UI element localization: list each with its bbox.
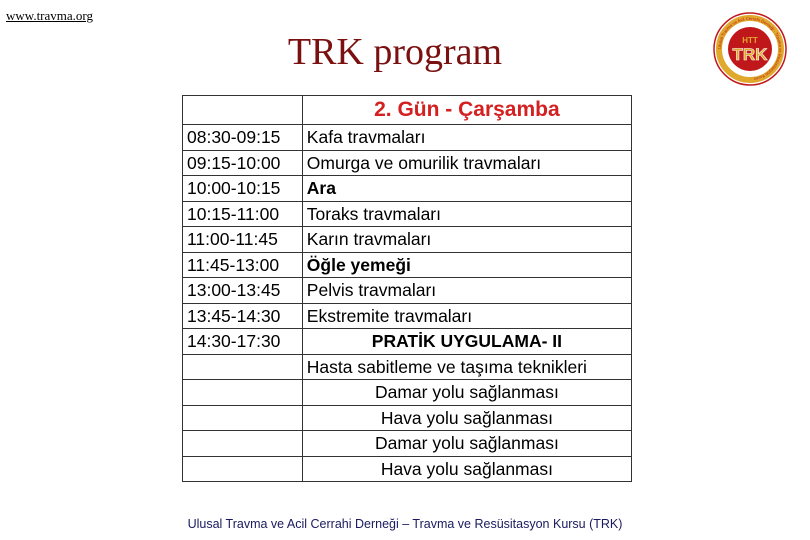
schedule-row [183,431,632,457]
topic-cell: Öğle yemeği [302,252,631,278]
topic-cell: Hava yolu sağlanması [302,405,631,431]
time-cell: 09:15-10:00 [183,150,303,176]
topic-cell: Ara [302,176,631,202]
time-cell: 13:00-13:45 [183,278,303,304]
time-cell [183,456,303,482]
time-cell: 13:45-14:30 [183,303,303,329]
topic-cell: PRATİK UYGULAMA- II [302,329,631,355]
topic-cell: Damar yolu sağlanması [302,431,631,457]
logo-inner-text: HTT [742,36,758,45]
page-title: TRK program [287,31,503,73]
day-header: 2. Gün - Çarşamba [302,96,631,125]
time-cell [183,405,303,431]
schedule-row [183,150,632,176]
time-cell: 10:15-11:00 [183,201,303,227]
logo-big-text: TRK [732,45,768,64]
topic-cell: Hasta sabitleme ve taşıma teknikleri [302,354,631,380]
schedule-row [183,354,632,380]
schedule-row [183,252,632,278]
time-cell [183,380,303,406]
schedule-row [183,329,632,355]
topic-cell: Hava yolu sağlanması [302,456,631,482]
time-cell: 11:00-11:45 [183,227,303,253]
schedule-row [183,303,632,329]
header-empty-cell [183,96,303,125]
schedule-row [183,176,632,202]
schedule-row [183,201,632,227]
topic-cell: Ekstremite travmaları [302,303,631,329]
time-cell [183,354,303,380]
topic-cell: Karın travmaları [302,227,631,253]
schedule-row [183,227,632,253]
schedule-row [183,405,632,431]
time-cell: 14:30-17:30 [183,329,303,355]
time-cell: 08:30-09:15 [183,125,303,151]
schedule-row [183,278,632,304]
logo-ring-text: Ulusal Travma ve Acil Cerrahi Derneği · Travma ve Resüsitasyon Kursu · [716,15,784,83]
schedule-row [183,125,632,151]
topic-cell: Toraks travmaları [302,201,631,227]
time-cell [183,431,303,457]
time-cell: 11:45-13:00 [183,252,303,278]
footer-text: Ulusal Travma ve Acil Cerrahi Derneği – Travma ve Resüsitasyon Kursu (TRK) [187,517,623,531]
schedule-header-row [183,96,632,125]
topic-cell: Pelvis travmaları [302,278,631,304]
topic-cell: Omurga ve omurilik travmaları [302,150,631,176]
topic-cell: Damar yolu sağlanması [302,380,631,406]
time-cell: 10:00-10:15 [183,176,303,202]
topic-cell: Kafa travmaları [302,125,631,151]
schedule-row [183,380,632,406]
schedule-row [183,456,632,482]
site-link[interactable]: www.travma.org [6,8,94,23]
trk-logo [713,12,787,86]
schedule-table [182,95,632,482]
